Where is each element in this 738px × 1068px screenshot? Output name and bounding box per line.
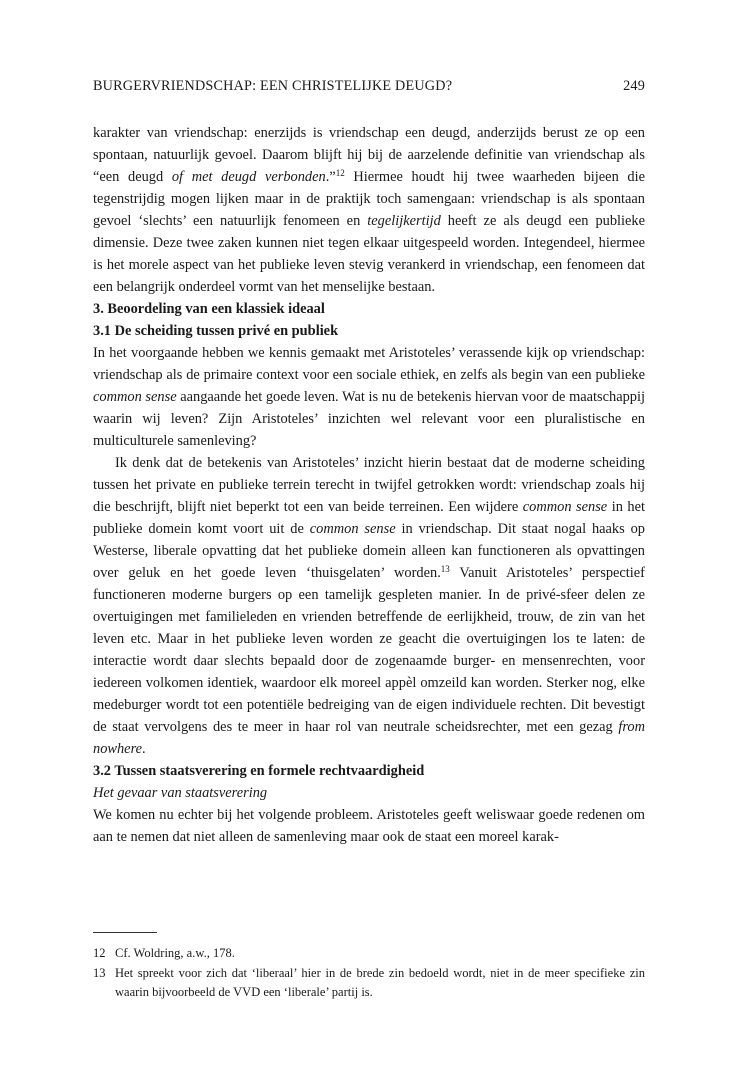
paragraph-continued: karakter van vriendschap: enerzijds is vriendschap een deugd, anderzijds berust ze op een spontaan, natuurlijk gevoel. Daarom blijft hij bij de aarzelende definitie van vriendschap als “een deugd of met deugd verbonden.”$^{12}$ Hiermee houdt hij twee waarheden bijeen die tegenstrijdig mogen lijken maar in de praktijk toch samengaan: vriendschap is als spontaan gevoel ‘slechts’ een natuurlijk fenomeen en tegelijkertijd heeft ze als deugd een publieke dimensie. Deze twee zaken kunnen niet tegen elkaar uitgespeeld worden. Integendeel, hiermee is het morele aspect van het publieke leven stevig verankerd in vriendschap, een fenomeen dat een belangrijk onderdeel vormt van het menselijke bestaan. — [93, 125, 645, 295]
footnote-divider — [93, 932, 157, 933]
paragraph: Ik denk dat de betekenis van Aristoteles’ inzicht hierin bestaat dat de moderne scheiding tussen het private en publieke terrein terecht in twijfel getrokken wordt: vriendschap zoals hij die beschrijft, blijft niet beperkt tot een van beide terreinen. Een wijdere common sense in het publieke domein komt voort uit de common sense in vriendschap. Dit staat nogal haaks op Westerse, liberale opvatting dat het publieke domein alleen kan functioneren als opvattingen over geluk en het goede leven ‘thuisgelaten’ worden.$^{13}$ Vanuit Aristoteles’ perspectief functioneren moderne burgers op een tamelijk gespleten manier. In de privé-sfeer delen ze overtuigingen met familieleden en vrienden betreffende de eerlijkheid, trouw, de zin van het leven etc. Maar in het publieke leven worden ze geacht die overtuigingen los te laten: de interactie wordt daar slechts bepaald door de zogenaamde burger- en mensenrechten, voor iedereen volkomen identiek, waardoor elk moreel appèl omzeild kan worden. Sterker nog, elke medeburger wordt tot een potentiële bedreiging van de eigen individuele rechten. Dit bevestigt de staat vervolgens des te meer in haar rol van neutrale scheidsrechter, met een gezag from nowhere. — [93, 455, 646, 757]
footnotes — [93, 944, 645, 1003]
italic-phrase: common sense — [522, 499, 608, 515]
footnote-ref-13[interactable]: 13 — [440, 564, 450, 574]
italic-phrase: tegelijkertijd — [367, 213, 441, 229]
footnote-text: Het spreekt voor zich dat ‘liberaal’ hier in de brede zin bedoeld wordt, niet in de meer specifieke zin waarin bijvoorbeeld de VVD een ‘liberale’ partij is. — [115, 965, 645, 999]
paragraph: In het voorgaande hebben we kennis gemaakt met Aristoteles’ verassende kijk op vriendschap: vriendschap als de primaire context voor een sociale ethiek, en zelfs als begin van een publieke common sense aangaande het goede leven. Wat is nu de betekenis hiervan voor de maatschappij waarin wij leven? Zijn Aristoteles’ inzichten wel relevant voor een pluralistische en multiculturele samenleving? — [93, 345, 645, 449]
italic-phrase: of met deugd verbonden — [171, 169, 326, 185]
running-title: BURGERVRIENDSCHAP: EEN CHRISTELIJKE DEUGD? — [93, 78, 453, 94]
page-number: 249 — [623, 78, 645, 94]
italic-phrase: common sense — [309, 521, 396, 537]
section-heading-3-1: 3.1 De scheiding tussen privé en publiek — [93, 323, 339, 339]
footnote-number: 13 — [93, 965, 106, 980]
italic-subheading: Het gevaar van staatsverering — [93, 785, 268, 801]
section-heading-3: 3. Beoordeling van een klassiek ideaal — [93, 301, 325, 317]
running-header — [93, 78, 645, 95]
italic-phrase: common sense — [93, 389, 177, 405]
paragraph: We komen nu echter bij het volgende probleem. Aristoteles geeft weliswaar goede redenen om aan te nemen dat niet alleen de samenleving maar ook de staat een moreel karak- — [93, 807, 645, 845]
footnote-text: Cf. Woldring, a.w., 178. — [115, 946, 235, 960]
body-text — [93, 122, 645, 848]
footnote-12 — [93, 944, 645, 964]
footnote-ref-12[interactable]: 12 — [335, 168, 345, 178]
italic-phrase: from nowhere — [93, 719, 645, 757]
footnote-number: 12 — [93, 946, 106, 960]
section-heading-3-2: 3.2 Tussen staatsverering en formele rechtvaardigheid — [93, 763, 425, 779]
footnote-13 — [93, 964, 645, 1003]
